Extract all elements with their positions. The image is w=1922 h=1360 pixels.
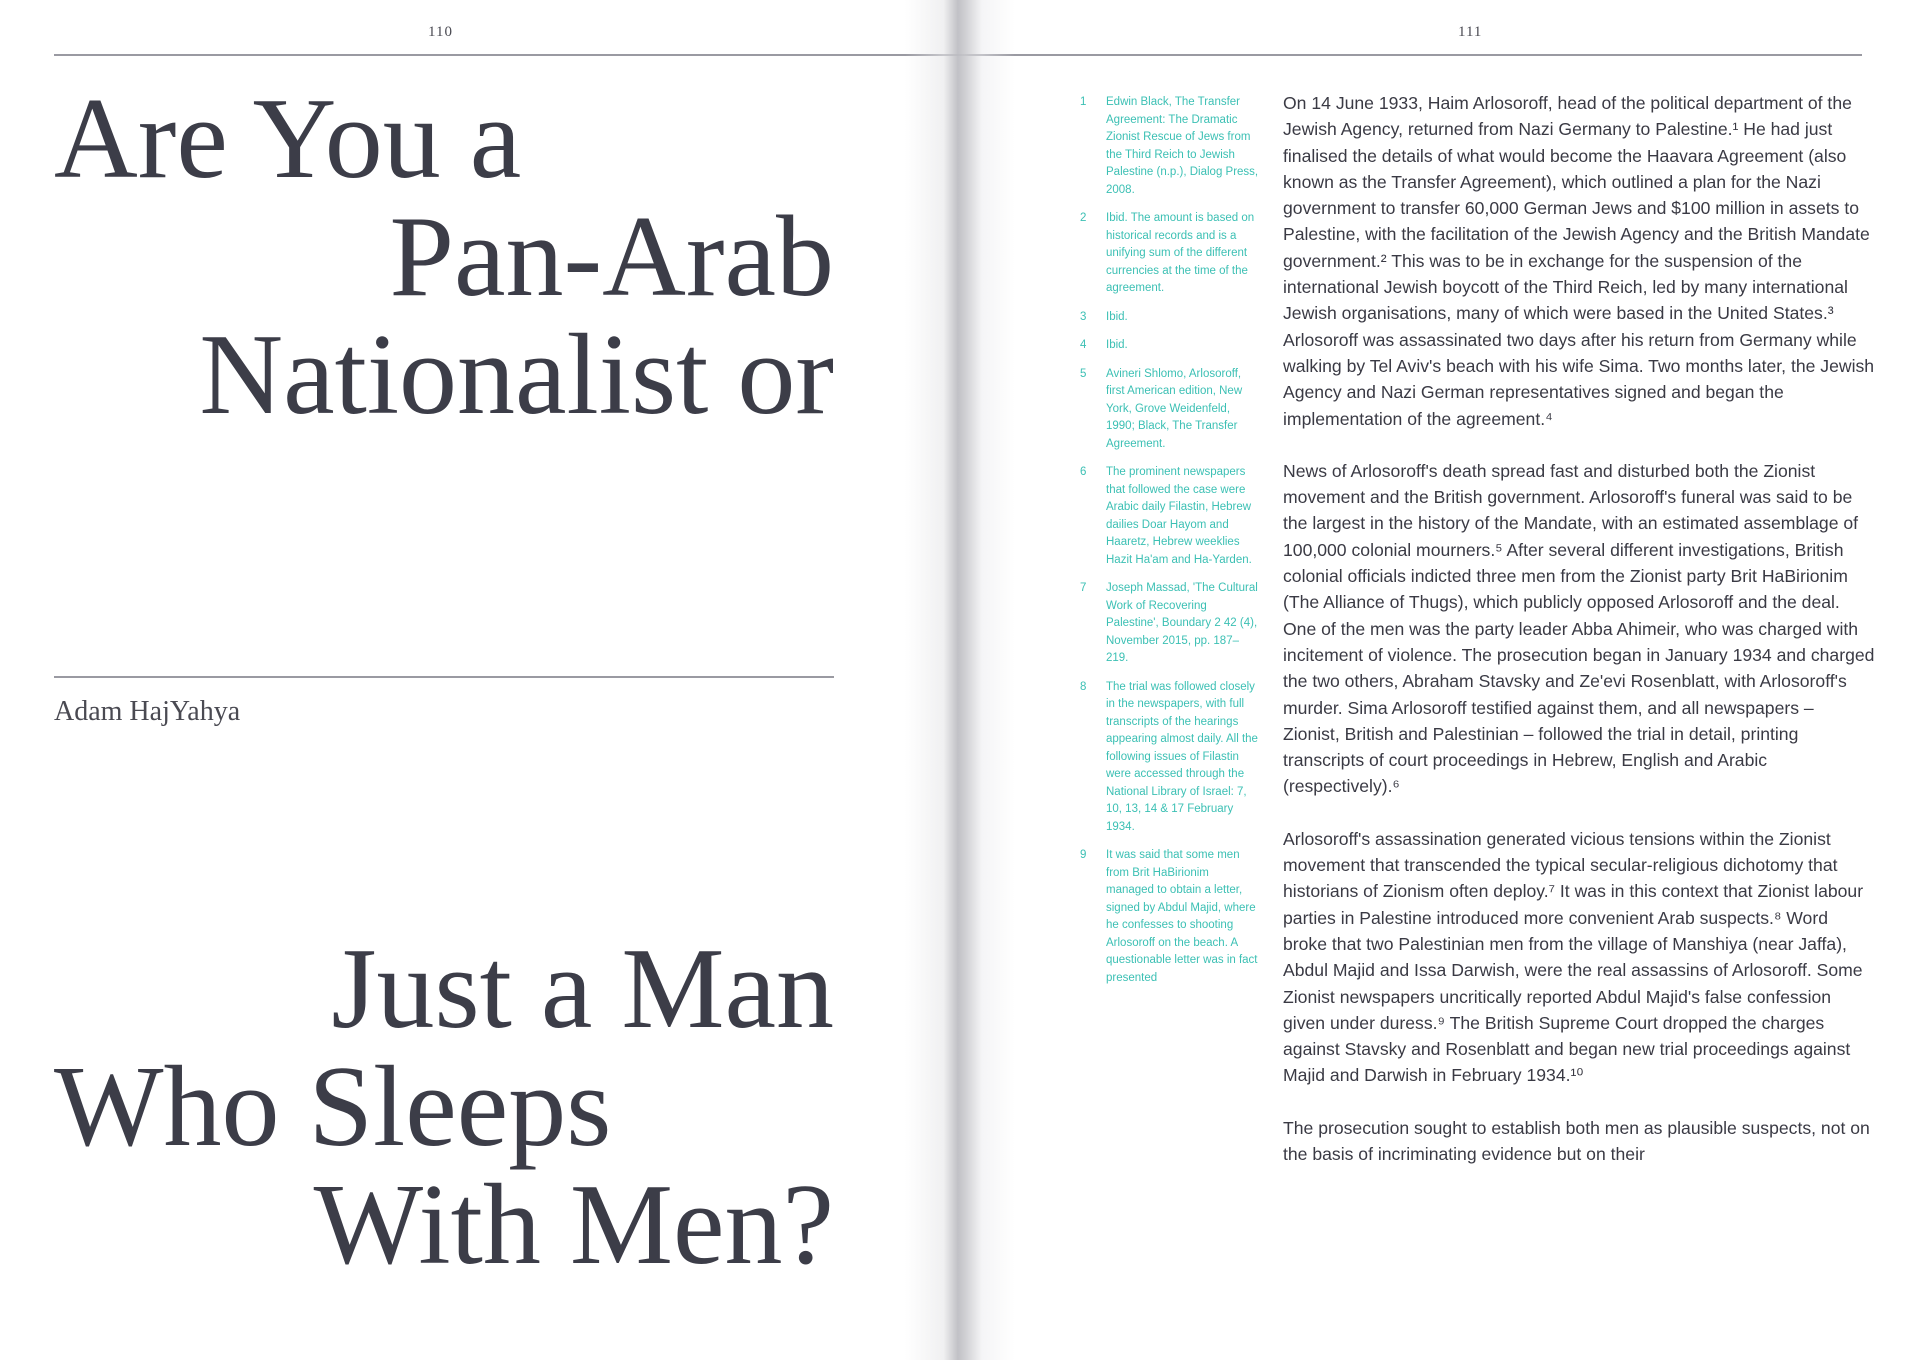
- title-line-3: Nationalist or: [199, 311, 834, 439]
- footnote-number: 2: [1080, 212, 1087, 224]
- title-line-6: With Men?: [313, 1161, 834, 1289]
- footnote: [1080, 580, 1260, 668]
- footnotes-column: [1080, 94, 1260, 998]
- body-paragraph: News of Arlosoroff's death spread fast and disturbed both the Zionist movement and the British government. Arlosoroff's funeral was said to be the largest in the history of the Mandate, with an estimated assemblage of 100,000 colonial mourners.⁵ After several different investigations, British colonial officials indicted three men from the Zionist party Brit HaBirionim (The Alliance of Thugs), which publicly opposed Arlosoroff and the deal. One of the men was the party leader Abba Ahimeir, who was charged with incitement of violence. The prosecution began in January 1934 and charged the two others, Abraham Stavsky and Ze'evi Rosenblatt, with Arlosoroff's murder. Sima Arlosoroff testified against them, and all newspapers – Zionist, British and Palestinian – followed the trial in detail, printing transcripts of court proceedings in Hebrew, English and Arabic (respectively).⁶: [1283, 460, 1875, 797]
- footnote: [1080, 366, 1260, 454]
- body-paragraph: The prosecution sought to establish both men as plausible suspects, not on the basis of incriminating evidence but on their: [1283, 1117, 1870, 1164]
- footnote-number: 5: [1080, 367, 1087, 380]
- footnote-text: Avineri Shlomo, Arlosoroff, first American edition, New York, Grove Weidenfeld, 1990; Black, The Transfer Agreement.: [1106, 367, 1243, 450]
- footnote: [1080, 337, 1260, 355]
- author-rule: [54, 676, 834, 678]
- header-rule-left: [54, 54, 955, 56]
- footnote: [1080, 94, 1260, 199]
- body-paragraph: Arlosoroff's assassination generated vicious tensions within the Zionist movement that transcended the typical secular-religious dichotomy that historians of Zionism often deploy.⁷ It was in this context that Zionist labour parties in Palestine introduced more convenient Arab suspects.⁸ Word broke that two Palestinian men from the village of Manshiya (near Jaffa), Abdul Majid and Issa Darwish, were the real assassins of Arlosoroff. Some Zionist newspapers uncritically reported Abdul Majid's false confession given under duress.⁹ The British Supreme Court dropped the charges against Stavsky and Rosenblatt and began new trial proceedings against Majid and Darwish in February 1934.¹⁰: [1283, 828, 1864, 1086]
- footnote-number: 9: [1080, 849, 1087, 861]
- footnote-text: Ibid.: [1106, 339, 1128, 351]
- title-line-5: Who Sleeps: [54, 1043, 612, 1171]
- page-number-left: 110: [428, 24, 453, 40]
- footnote-number: 8: [1080, 680, 1087, 693]
- right-page: [955, 0, 1922, 1360]
- left-page: [0, 0, 955, 1360]
- title-line-2: Pan-Arab: [389, 193, 834, 321]
- footnote-text: The trial was followed closely in the newspapers, with full transcripts of the hearings appearing almost daily. All the following issues of Filastin were accessed through the National Library of Israel: 7, 10, 13, 14 & 17 February 1934.: [1106, 680, 1258, 833]
- footnote-text: Edwin Black, The Transfer Agreement: The Dramatic Zionist Rescue of Jews from the Third Reich to Jewish Palestine (n.p.), Dialog Press, 2008.: [1106, 96, 1259, 196]
- header-rule-right: [955, 54, 1862, 56]
- footnote: [1080, 309, 1260, 327]
- body-text-column: [1283, 90, 1875, 1193]
- body-paragraph: On 14 June 1933, Haim Arlosoroff, head of the political department of the Jewish Agency, returned from Nazi Germany to Palestine.¹ He had just finalised the details of what would become the Haavara Agreement (also known as the Transfer Agreement), which outlined a plan for the Nazi government to transfer 60,000 German Jews and $100 million in assets to Palestine, with the facilitation of the Jewish Agency and the British Mandate government.² This was to be in exchange for the suspension of the international Jewish boycott of the Third Reich, led by many international Jewish organisations, many of which were based in the United States.³ Arlosoroff was assassinated two days after his return from Germany while walking by Tel Aviv's beach with his wife Sima. Two months later, the Jewish Agency and Nazi German representatives signed and began the implementation of the agreement.⁴: [1283, 93, 1875, 429]
- footnote-text: Ibid. The amount is based on historical records and is a unifying sum of the different currencies at the time of the agreement.: [1106, 212, 1255, 294]
- footnote-number: 3: [1080, 310, 1087, 323]
- footnote: [1080, 210, 1260, 298]
- footnote: [1080, 847, 1260, 987]
- footnote: [1080, 679, 1260, 837]
- title-line-4: Just a Man: [331, 925, 834, 1053]
- author-name: Adam HajYahya: [54, 696, 241, 727]
- footnote-number: 1: [1080, 96, 1087, 108]
- footnote-text: Joseph Massad, 'The Cultural Work of Recovering Palestine', Boundary 2 42 (4), November 2015, pp. 187–219.: [1106, 582, 1258, 664]
- footnote-text: It was said that some men from Brit HaBirionim managed to obtain a letter, signed by Abdul Majid, where he confesses to shooting Arlosoroff on the beach. A questionable letter was in fact presented: [1106, 849, 1258, 984]
- footnote-number: 4: [1080, 339, 1087, 351]
- footnote-number: 7: [1080, 582, 1087, 594]
- footnote-text: The prominent newspapers that followed the case were Arabic daily Filastin, Hebrew dailies Doar Hayom and Haaretz, Hebrew weeklies Hazit Ha'am and Ha-Yarden.: [1106, 466, 1252, 566]
- footnote-text: Ibid.: [1106, 310, 1128, 323]
- footnote-number: 6: [1080, 466, 1087, 478]
- page-number-right: 111: [1458, 24, 1483, 40]
- footnote: [1080, 464, 1260, 569]
- title-line-1: Are You a: [54, 75, 522, 203]
